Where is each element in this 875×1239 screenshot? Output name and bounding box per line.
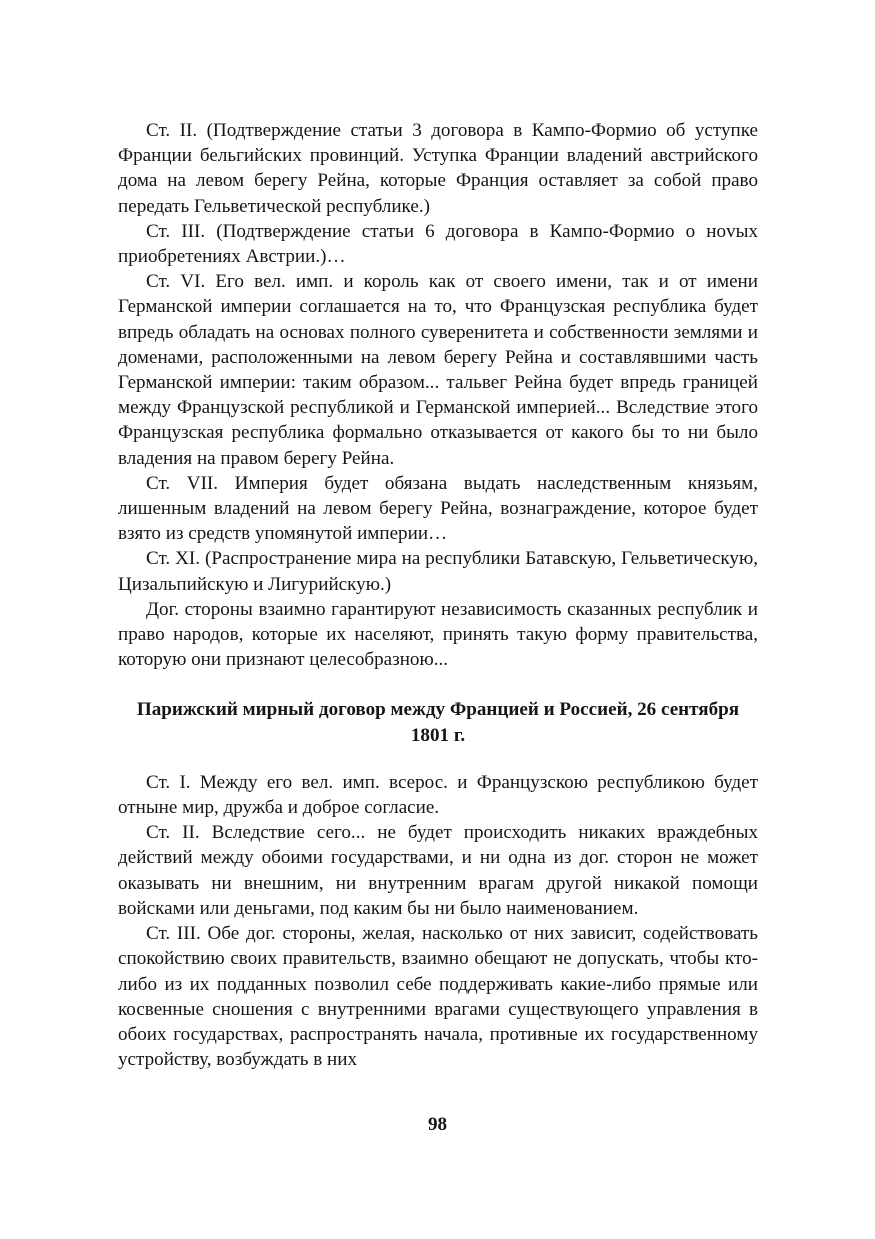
treaty-article-3-paragraph: Ст. III. Обе дог. стороны, желая, насколько от них зависит, содействовать спокойствию своих правительств, взаимно обещают не допускать, чтобы кто-либо из их подданных позволил себе поддерживать какие-либо прямые или косвенные сношения с внутренними врагами существующего управления в обоих государствах, распространять начала, противные их государственному устройству, возбуждать в них [118,923,758,1071]
guarantee-paragraph: Дог. стороны взаимно гарантируют независимость сказанных республик и право народов, которые их населяют, принять такую форму правительства, которую они признают целесобразною... [118,598,758,671]
article-7-paragraph: Ст. VII. Империя будет обязана выдать наследственным князьям, лишенным владений на левом берегу Рейна, вознаграждение, которое будет взято из средств упомянутой империи… [118,472,758,545]
article-2-paragraph: Ст. II. (Подтверждение статьи 3 договора в Кампо-Формио об уступке Франции бельгийских провинций. Уступка Франции владений австрийского дома на левом берегу Рейна, которые Франция оставляет за собой право передать Гельветической республике.) [118,120,758,217]
article-6-paragraph: Ст. VI. Его вел. имп. и король как от своего имени, так и от имени Германской империи соглашается на то, что Французская республика будет впредь обладать на основах полного суверенитета и собственности землями и доменами, расположенными на левом берегу Рейна и составлявшими часть Германской империи: таким образом... тальвег Рейна будет впредь границей между Французской республикой и Германской империей... Вследствие этого Французская республика формально отказывается от какого бы то ни было владения на правом берегу Рейна. [118,271,758,469]
page-body [118,118,758,1072]
article-11-paragraph: Ст. XI. (Распространение мира на республики Батавскую, Гельветическую, Цизальпийскую и Лигурийскую.) [118,548,758,595]
treaty-article-2-paragraph: Ст. II. Вследствие сего... не будет происходить никаких враждебных действий между обоими государствами, и ни одна из дог. сторон не может оказывать ни внешним, ни внутренним врагам другой никакой помощи войсками или деньгами, под каким бы ни было наименованием. [118,822,758,919]
treaty-article-1-paragraph: Ст. I. Между его вел. имп. всерос. и Французскою республикою будет отныне мир, дружба и доброе согласие. [118,771,758,819]
article-3-paragraph: Ст. III. (Подтверждение статьи 6 договора в Кампо-Формио о ноvых приобретениях Австрии.)… [118,220,758,268]
page-number: 98 [427,1114,448,1135]
section-heading: Парижский мирный договор между Францией и Россией, 26 сентября 1801 г. [136,699,740,746]
